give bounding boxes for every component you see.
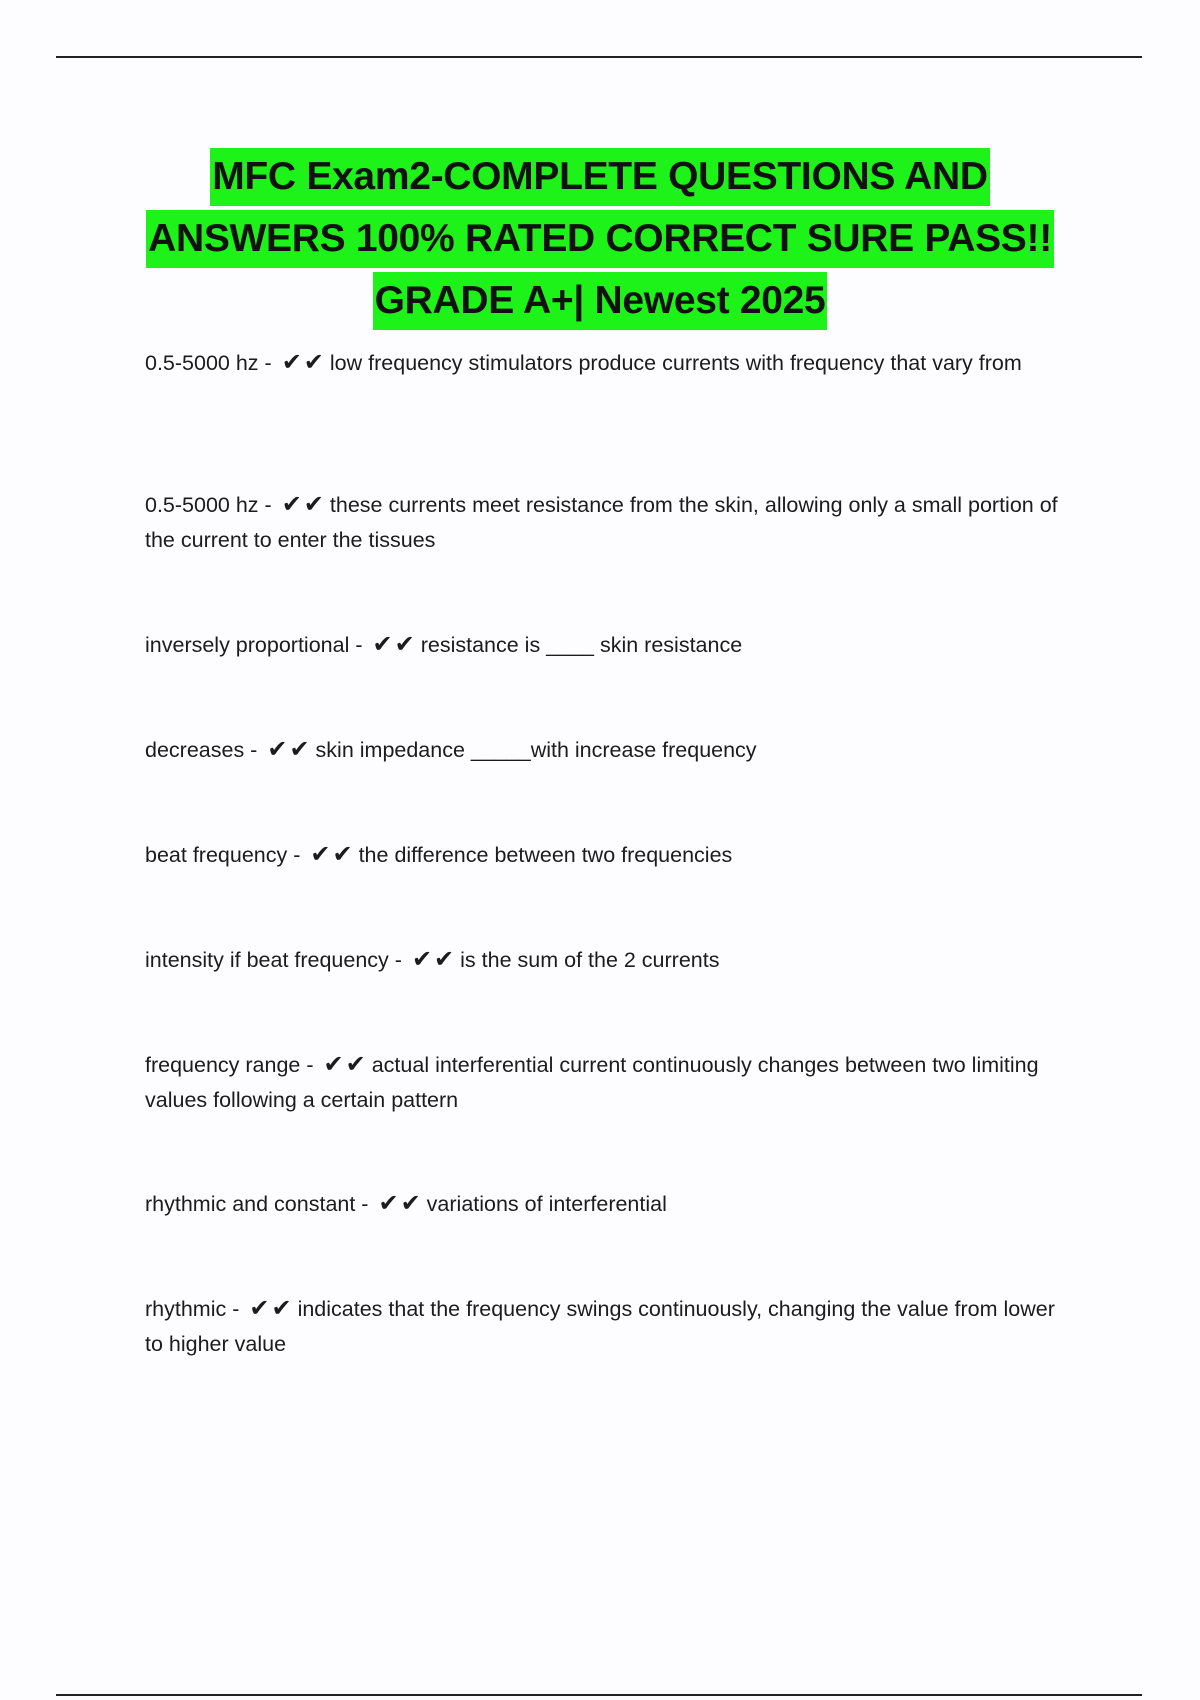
title-line-1: MFC Exam2-COMPLETE QUESTIONS AND [210,148,990,206]
qa-definition: low frequency stimulators produce currents with frequency that vary from [329,351,1022,375]
qa-term: inversely proportional - [145,633,363,657]
qa-item [145,1291,1075,1362]
qa-term: decreases - [145,738,258,762]
qa-item [145,487,1075,558]
qa-item [145,1186,1075,1222]
top-rule [56,56,1142,58]
qa-definition: resistance is ____ skin resistance [420,633,743,657]
bottom-rule [56,1694,1142,1696]
qa-definition: these currents meet resistance from the skin, allowing only a small portion of the current to enter the tissues [145,493,1058,552]
qa-term: intensity if beat frequency - [145,948,402,972]
qa-item [145,1047,1075,1118]
qa-definition: is the sum of the 2 currents [460,948,720,972]
qa-term: beat frequency - [145,843,301,867]
double-check-icon: ✔✔ [411,946,457,973]
double-check-icon: ✔✔ [281,349,326,376]
double-check-icon: ✔✔ [249,1295,294,1322]
qa-term: rhythmic and constant - [145,1192,369,1216]
title-line-2: ANSWERS 100% RATED CORRECT SURE PASS!! [146,210,1054,268]
qa-definition: the difference between two frequencies [358,843,733,867]
double-check-icon: ✔✔ [267,736,312,763]
double-check-icon: ✔✔ [323,1051,368,1078]
qa-item [145,345,1075,381]
double-check-icon: ✔✔ [378,1190,423,1217]
qa-definition: indicates that the frequency swings continuously, changing the value from lower to higher value [145,1297,1055,1356]
double-check-icon: ✔✔ [281,491,326,518]
qa-item [145,942,1075,978]
qa-item [145,837,1075,873]
qa-term: frequency range - [145,1053,314,1077]
qa-definition: variations of interferential [426,1192,667,1216]
double-check-icon: ✔✔ [310,841,355,868]
qa-item [145,732,1075,768]
qa-definition: actual interferential current continuously changes between two limiting values following a certain pattern [145,1053,1039,1112]
double-check-icon: ✔✔ [372,631,417,658]
qa-definition: skin impedance _____with increase frequency [315,738,757,762]
qa-item [145,627,1075,663]
title-line-3: GRADE A+| Newest 2025 [373,272,828,330]
qa-term: 0.5-5000 hz - [145,493,272,517]
qa-term: rhythmic - [145,1297,240,1321]
qa-term: 0.5-5000 hz - [145,351,272,375]
document-title [0,146,1200,332]
